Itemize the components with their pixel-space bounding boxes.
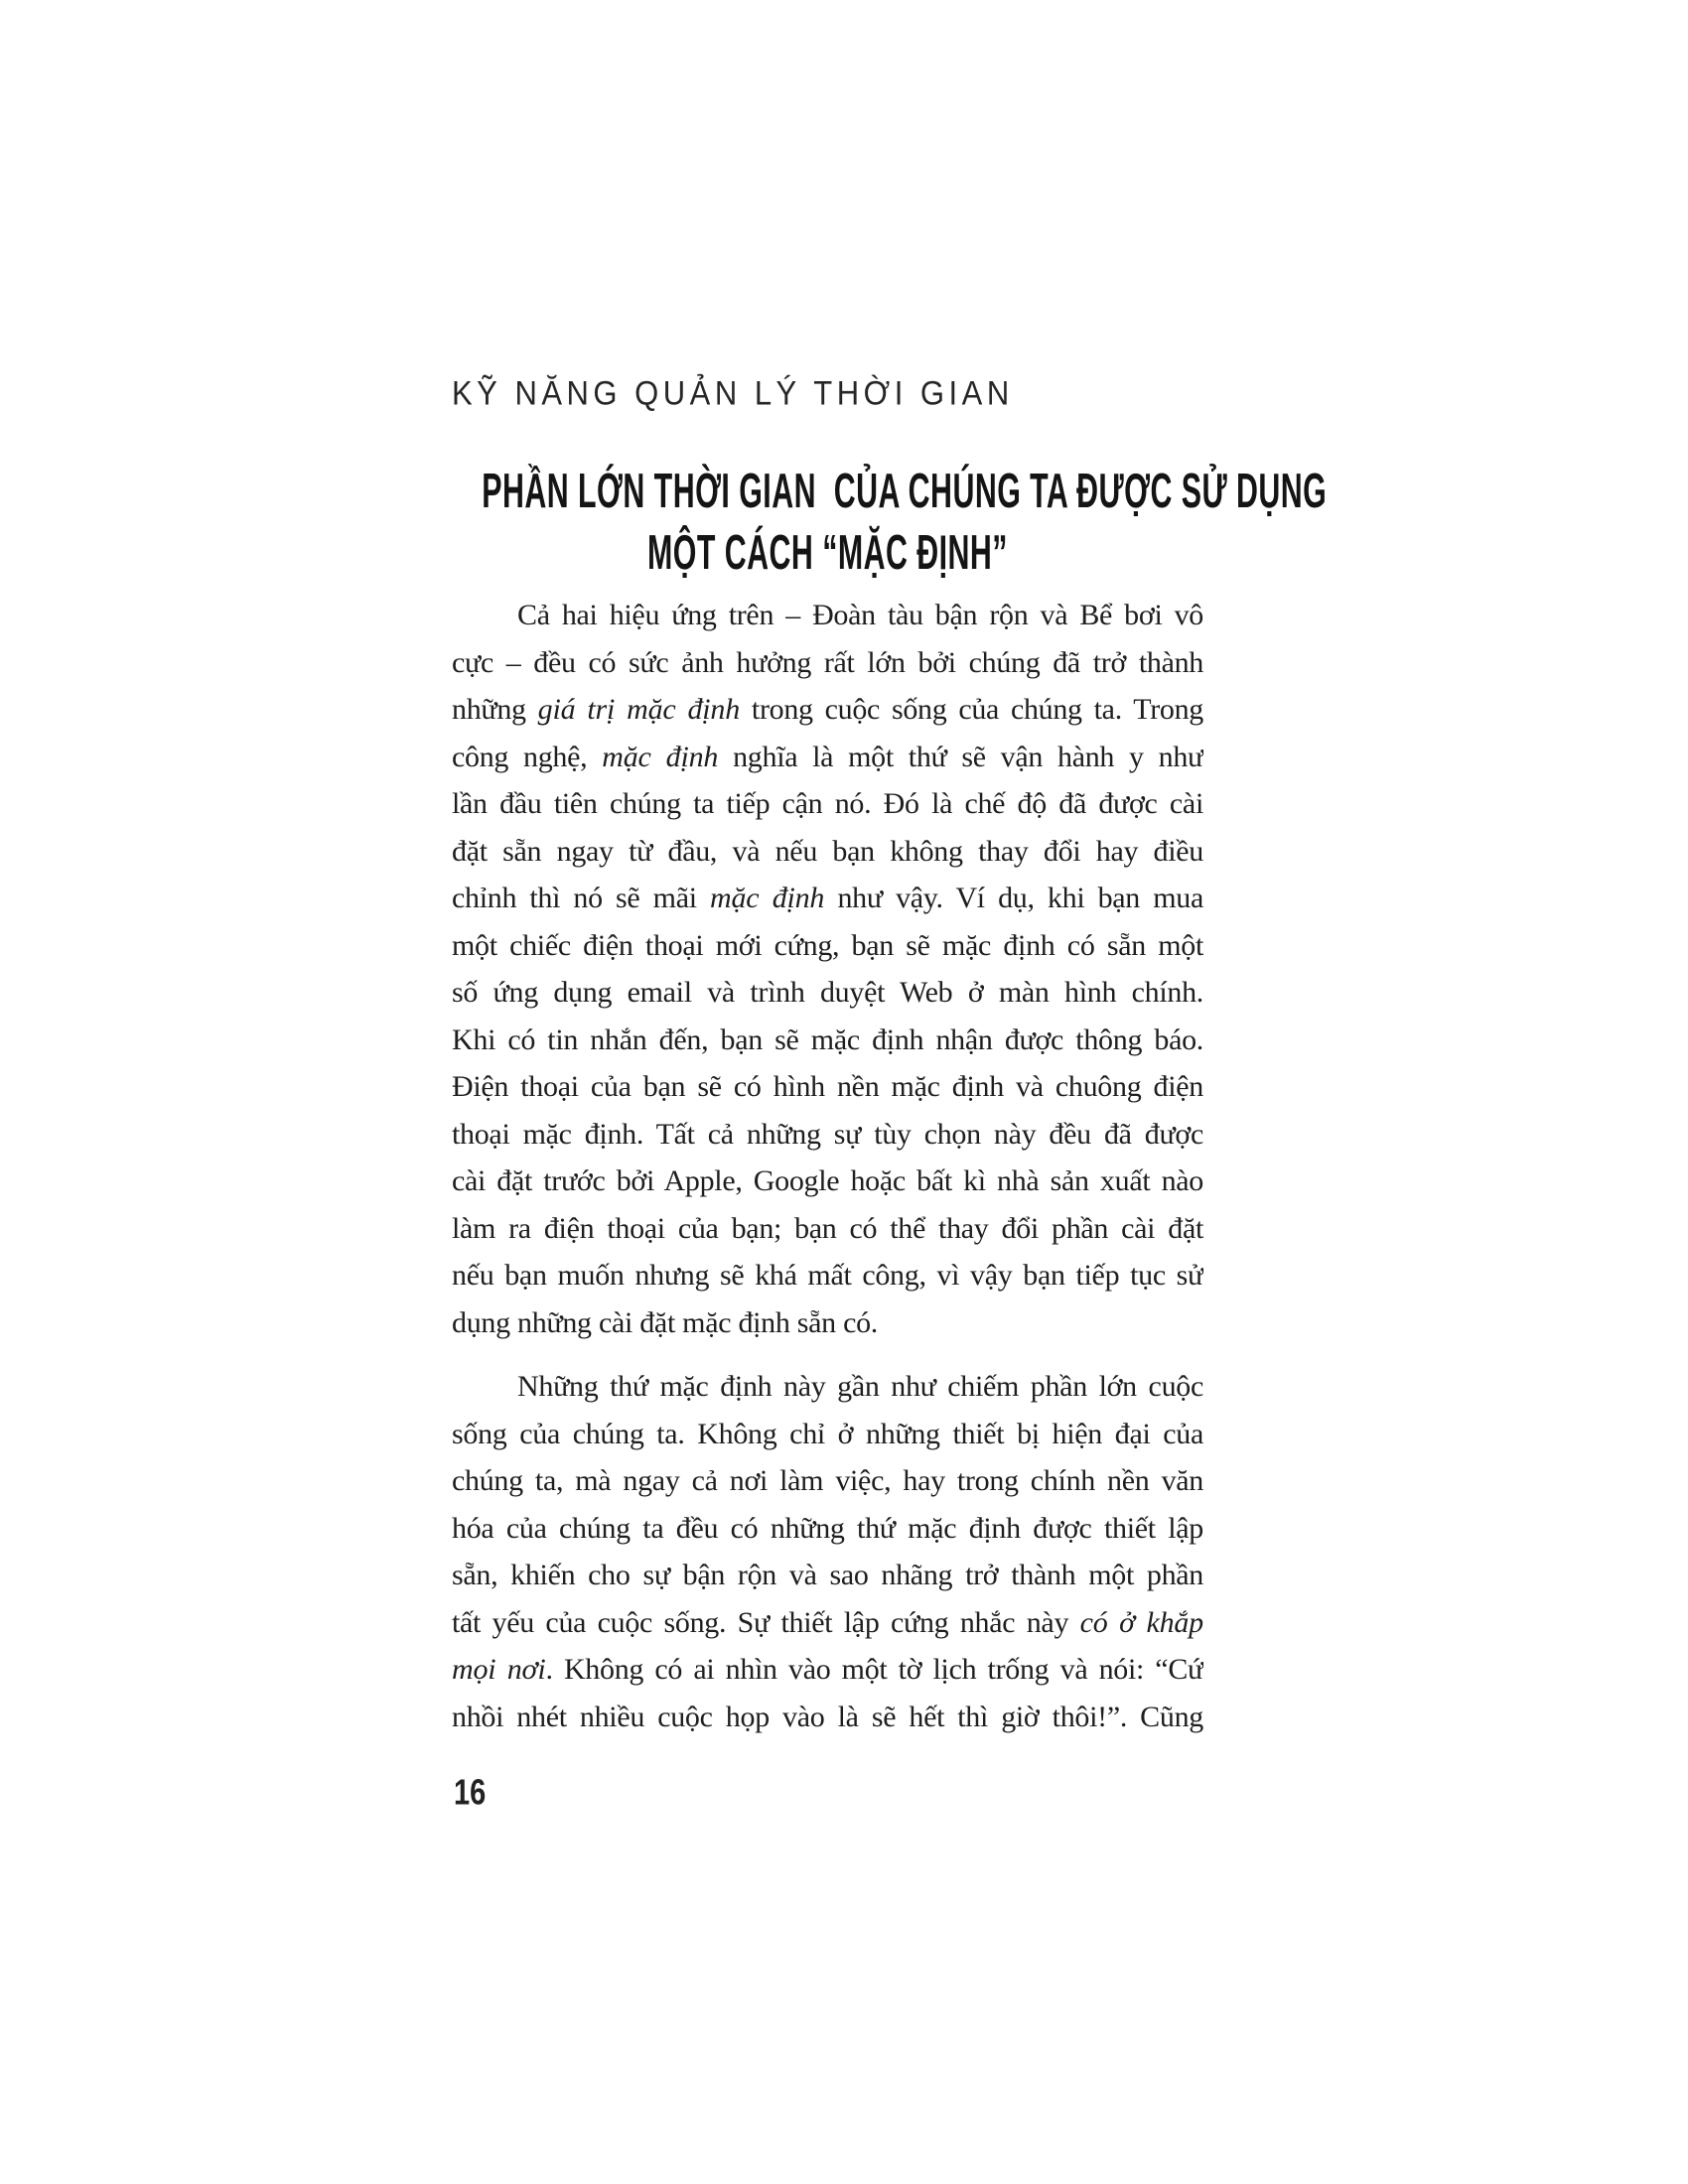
text-run: đặt sẵn ngay từ đầu, và nếu bạn không thay đổi hay điều (452, 834, 1203, 868)
body-text (452, 592, 1203, 1740)
body-line (452, 1063, 1203, 1111)
text-run: . Không có ai nhìn vào một tờ lịch trống và nói: “Cứ (545, 1653, 1203, 1686)
text-run: hóa của chúng ta đều có những thứ mặc định được thiết lập (452, 1511, 1203, 1545)
italic-text-run: mặc định (602, 740, 719, 773)
chapter-title-line-1: PHẦN LỚN THỜI GIAN CỦA CHÚNG TA ĐƯỢC SỬ DỤNG (482, 463, 1328, 518)
body-line (452, 828, 1203, 876)
body-line (452, 875, 1203, 922)
body-line (452, 780, 1203, 828)
italic-text-run: mặc định (709, 882, 825, 914)
body-line (452, 592, 1203, 639)
text-run: cực – đều có sức ảnh hưởng rất lớn bởi chúng đã trở thành (452, 645, 1203, 679)
text-run: nhồi nhét nhiều cuộc họp vào là sẽ hết thì giờ thôi!”. Cũng (452, 1700, 1203, 1733)
text-run: trong cuộc sống của chúng ta. Trong (740, 693, 1203, 726)
text-run: số ứng dụng email và trình duyệt Web ở màn hình chính. (452, 976, 1203, 1009)
text-run: dụng những cài đặt mặc định sẵn có. (452, 1305, 878, 1339)
text-run: nghĩa là một thứ sẽ vận hành y như (718, 740, 1203, 773)
body-line (452, 1505, 1203, 1553)
italic-text-run: giá trị mặc định (537, 693, 741, 726)
text-run: chúng ta, mà ngay cả nơi làm việc, hay trong chính nền văn (452, 1464, 1203, 1497)
chapter-title-line-2: MỘT CÁCH “MẶC ĐỊNH” (647, 524, 1008, 580)
body-line (452, 1158, 1203, 1205)
text-run: Khi có tin nhắn đến, bạn sẽ mặc định nhận được thông báo. (452, 1023, 1203, 1056)
text-run: Những thứ mặc định này gần như chiếm phần lớn cuộc (517, 1370, 1203, 1403)
body-line (452, 922, 1203, 970)
text-run: cài đặt trước bởi Apple, Google hoặc bất kì nhà sản xuất nào (452, 1164, 1203, 1197)
text-run: sống của chúng ta. Không chỉ ở những thiết bị hiện đại của (452, 1417, 1203, 1450)
text-run: Điện thoại của bạn sẽ có hình nền mặc định và chuông điện (452, 1070, 1203, 1103)
paragraph (452, 1363, 1203, 1740)
text-run: lần đầu tiên chúng ta tiếp cận nó. Đó là chế độ đã được cài (452, 787, 1203, 820)
text-run: sẵn, khiến cho sự bận rộn và sao nhãng trở thành một phần (452, 1559, 1203, 1591)
italic-text-run: mọi nơi (452, 1653, 546, 1686)
body-line (452, 734, 1203, 781)
body-line (452, 1111, 1203, 1159)
body-line (452, 1552, 1203, 1599)
text-run: một chiếc điện thoại mới cứng, bạn sẽ mặc định có sẵn một (452, 928, 1203, 962)
body-line (452, 969, 1203, 1017)
body-line (452, 639, 1203, 687)
body-line (452, 1252, 1203, 1299)
body-line (452, 1646, 1203, 1694)
text-run: công nghệ, (452, 740, 603, 773)
text-run: thoại mặc định. Tất cả những sự tùy chọn này đều đã được (452, 1117, 1203, 1151)
body-line (452, 1694, 1203, 1741)
italic-text-run: có ở khắp (1079, 1605, 1203, 1639)
text-run: như vậy. Ví dụ, khi bạn mua (824, 882, 1203, 914)
body-line (452, 686, 1203, 734)
body-line (452, 1017, 1203, 1064)
running-head: KỸ NĂNG QUẢN LÝ THỜI GIAN (452, 373, 1014, 413)
text-run: những (452, 693, 538, 726)
body-line (452, 1457, 1203, 1505)
text-run: làm ra điện thoại của bạn; bạn có thể thay đổi phần cài đặt (452, 1211, 1203, 1245)
text-run: Cả hai hiệu ứng trên – Đoàn tàu bận rộn và Bể bơi vô (517, 599, 1203, 631)
body-line (452, 1205, 1203, 1253)
body-line (452, 1299, 1203, 1347)
body-line (452, 1411, 1203, 1458)
text-run: nếu bạn muốn nhưng sẽ khá mất công, vì vậy bạn tiếp tục sử (452, 1259, 1203, 1292)
paragraph (452, 592, 1203, 1346)
body-line (452, 1599, 1203, 1647)
body-line (452, 1363, 1203, 1411)
page-number: 16 (454, 1773, 487, 1813)
text-run: tất yếu của cuộc sống. Sự thiết lập cứng nhắc này (452, 1605, 1080, 1639)
text-run: chỉnh thì nó sẽ mãi (452, 882, 710, 914)
